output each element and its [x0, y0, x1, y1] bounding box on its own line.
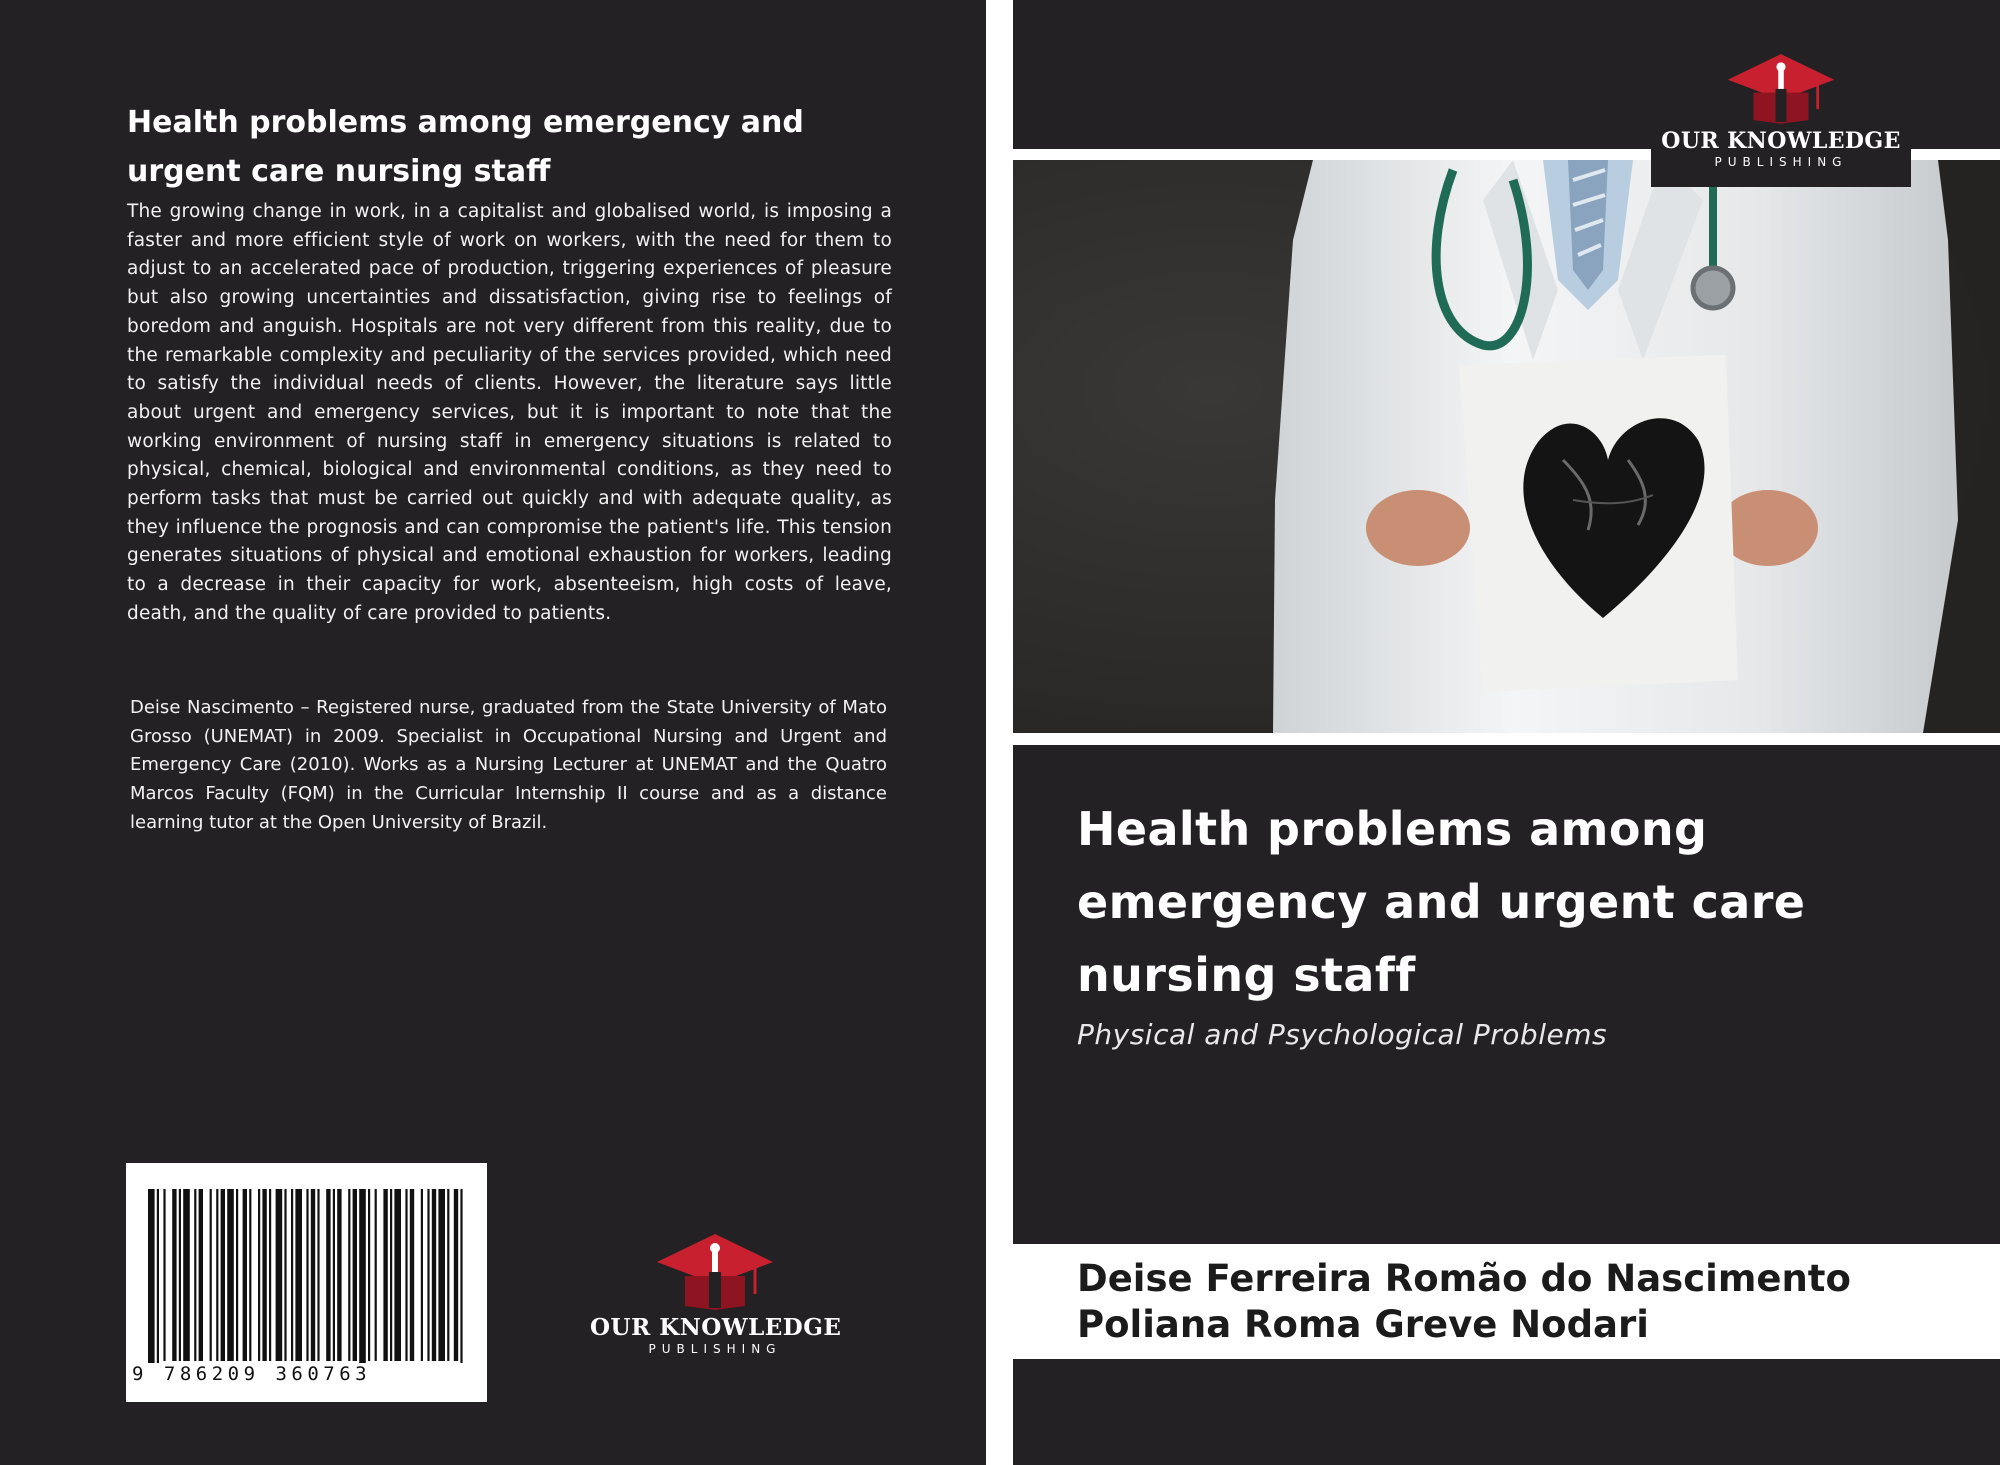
- barcode-bar: [258, 1189, 260, 1361]
- author-name-1: Deise Ferreira Romão do Nascimento: [1077, 1257, 1851, 1300]
- barcode-bar: [243, 1189, 247, 1361]
- barcode-bar: [210, 1189, 212, 1361]
- barcode-bar: [421, 1189, 423, 1361]
- barcode-bar: [317, 1189, 319, 1361]
- doctor-illustration: [1013, 160, 2000, 733]
- front-publisher-logo: [1651, 52, 1911, 187]
- barcode-bar: [427, 1189, 429, 1361]
- publisher-subtitle: PUBLISHING: [648, 1342, 782, 1356]
- front-cover-subtitle: Physical and Psychological Problems: [1077, 1018, 1608, 1051]
- barcode-bar: [163, 1189, 165, 1361]
- barcode-bar: [291, 1189, 293, 1361]
- back-title-line-1: Health problems among emergency and: [127, 105, 804, 140]
- barcode-bar: [183, 1189, 190, 1361]
- barcode-bar: [295, 1189, 302, 1361]
- barcode-bar: [326, 1189, 330, 1361]
- barcode-bar: [405, 1189, 407, 1361]
- barcode-bar: [179, 1189, 181, 1361]
- isbn-barcode: [126, 1163, 487, 1402]
- barcode-bar: [194, 1189, 196, 1361]
- graduation-cap-icon: [655, 1232, 775, 1310]
- back-cover-title: [127, 98, 907, 196]
- back-cover: [0, 0, 986, 1465]
- barcode-bar: [375, 1189, 377, 1361]
- publisher-name: OUR KNOWLEDGE: [1661, 128, 1901, 154]
- barcode-bar: [383, 1189, 387, 1361]
- barcode-bar: [199, 1189, 203, 1361]
- barcode-bar: [337, 1189, 341, 1361]
- author-name-2: Poliana Roma Greve Nodari: [1077, 1303, 1649, 1346]
- cover-photo-doctor-holding-heart: [1013, 160, 2000, 733]
- barcode-bar: [432, 1189, 436, 1361]
- barcode-bar: [227, 1189, 234, 1361]
- barcode-bar: [460, 1189, 462, 1363]
- barcode-bar: [410, 1189, 414, 1361]
- barcode-bar: [311, 1189, 315, 1361]
- barcode-bar: [236, 1189, 238, 1361]
- barcode-bar: [306, 1189, 308, 1361]
- front-title-line-1: Health problems among: [1077, 802, 1708, 856]
- back-publisher-logo: [590, 1232, 840, 1356]
- isbn-digits: 9 786209 360763: [132, 1363, 372, 1385]
- barcode-bar: [333, 1189, 335, 1361]
- front-title-line-3: nursing staff: [1077, 948, 1416, 1002]
- barcode-bar: [359, 1189, 366, 1363]
- back-cover-blurb: The growing change in work, in a capitalist and globalised world, is imposing a faster and more efficient style of work on workers, with the need for them to adjust to an accelerated pace of production, triggering experiences of pleasure but also growing uncertainties and dissatisfaction, giving rise to feelings of boredom and anguish. Hospitals are not very different from this reality, due to the remarkable complexity and peculiarity of the services provided, which need to satisfy the individual needs of clients. However, the literature says little about urgent and emergency services, but it is important to note that the working environment of nursing staff in emergency situations is related to physical, chemical, biological and environmental conditions, as they need to perform tasks that must be carried out quickly and with adequate quality, as they influence the prognosis and can compromise the patient's life. This tension generates situations of physical and emotional exhaustion for workers, leading to a decrease in their capacity for work, absenteeism, high costs of leave, death, and the quality of care provided to patients.: [127, 201, 892, 624]
- back-title-line-2: urgent care nursing staff: [127, 154, 551, 189]
- barcode-bar: [447, 1189, 449, 1361]
- front-cover-title: [1077, 793, 1937, 1012]
- barcode-bar: [172, 1189, 176, 1361]
- barcode-bar: [394, 1189, 401, 1361]
- front-title-line-2: emergency and urgent care: [1077, 875, 1806, 929]
- barcode-bar: [249, 1189, 251, 1361]
- barcode-bar: [284, 1189, 286, 1361]
- front-bottom-band: [1013, 1359, 2000, 1465]
- barcode-bar: [353, 1189, 357, 1361]
- barcode-bars: [126, 1163, 487, 1363]
- barcode-bar: [454, 1189, 458, 1361]
- barcode-bar: [216, 1189, 218, 1361]
- barcode-bar: [348, 1189, 350, 1361]
- front-cover: [1013, 0, 2000, 1465]
- barcode-bar: [262, 1189, 266, 1361]
- barcode-bar: [368, 1189, 370, 1361]
- publisher-subtitle: PUBLISHING: [1714, 155, 1848, 169]
- barcode-bar: [276, 1189, 283, 1361]
- barcode-bar: [438, 1189, 445, 1361]
- barcode-bar: [157, 1189, 159, 1363]
- barcode-bar: [221, 1189, 225, 1361]
- barcode-bar: [390, 1189, 392, 1361]
- publisher-name: OUR KNOWLEDGE: [590, 1314, 842, 1341]
- barcode-bar: [148, 1189, 155, 1363]
- author-biography: Deise Nascimento – Registered nurse, graduated from the State University of Mato Grosso (UNEMAT) in 2009. Specialist in Occupational Nursing and Urgent and Emergency Care (2010). Works as a Nursing Lecturer at UNEMAT and the Quatro Marcos Faculty (FQM) in the Curricular Internship II course and as a distance learning tutor at the Open University of Brazil.: [130, 697, 887, 833]
- barcode-bar: [269, 1189, 271, 1361]
- graduation-cap-icon: [1726, 52, 1836, 124]
